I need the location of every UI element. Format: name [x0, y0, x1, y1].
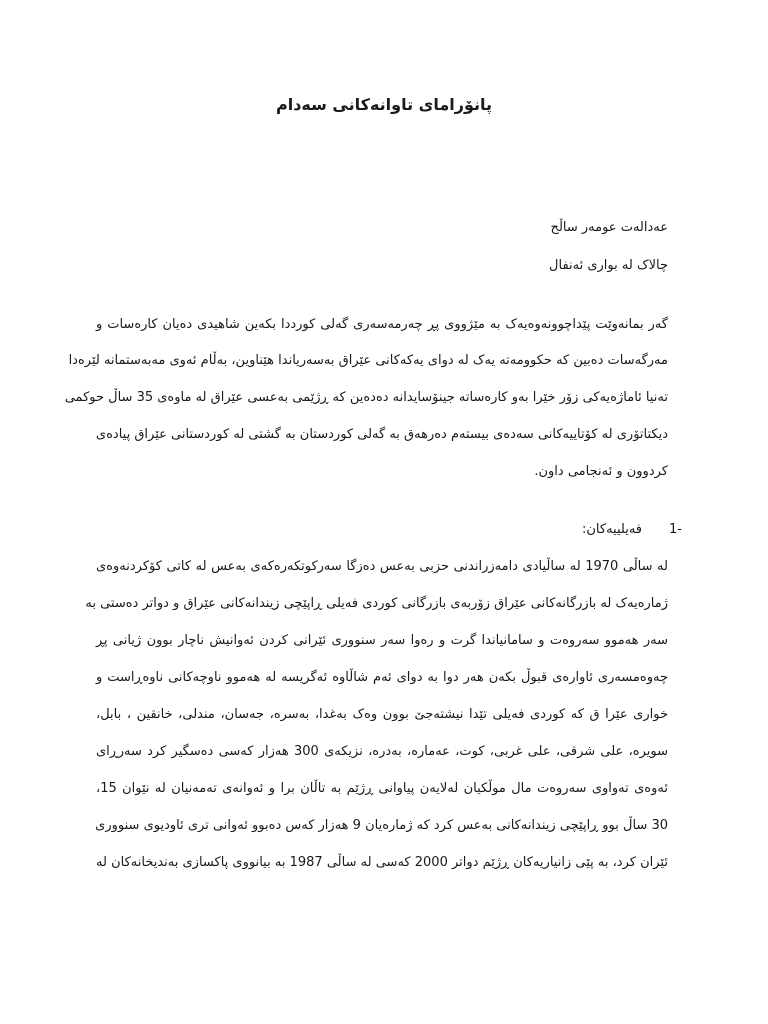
intro-line: تەنیا ئاماژەیەکی زۆر خێرا بەو کارەساتە جینۆسایدانە دەدەین کە ڕژێمی بەعسی عێراق لە ماوەی 35 ساڵ حوکمی: [64, 390, 668, 405]
intro-line: کردوون و ئەنجامی داون.: [534, 464, 668, 479]
section-line: 30 ساڵ بوو ڕاپێچی زیندانەکانی بەعس کرد کە ژمارەیان 9 هەزار کەس دەبوو ئەوانی تری ئاودیوی سنووری: [95, 818, 668, 833]
author-affiliation: چالاک لە بواری ئەنفال: [549, 258, 668, 273]
section-line: چەوەمسەری ئاوارەی قبوڵ بکەن هەر دوا بە دوای ئەم شاڵاوە ئەگریسە لە هەموو ناوچەکانی ناوەڕاست و: [96, 670, 668, 685]
intro-line: گەر بمانەوێت پێداچوونەوەیەک بە مێژووی پڕ چەرمەسەری گەلی کورددا بکەین شاهیدی دەیان کارەسات و: [96, 317, 668, 332]
section-line: لە ساڵی 1970 لە ساڵیادی دامەزراندنی حزبی بەعس دەزگا سەرکوتکەرەکەی بەعس لە کاتی کۆکردنەوەی: [96, 559, 668, 574]
section-line: سویرە، علی شرقی، علی غربی، کوت، عەمارە، بەدرە، نزیکەی 300 هەزار کەسی دەسگیر کرد سەرڕای: [96, 744, 668, 759]
intro-line: مەرگەسات دەبین کە حکوومەتە یەک لە دوای یەکەکانی عێراق بەسەریاندا هێناوین، بەڵام ئەوی مەبەستمانە لێرەدا: [68, 353, 668, 368]
section-number: -1: [669, 522, 682, 537]
section-line: ئەوەی تەواوی سەروەت مال موڵکیان لەلایەن پیاوانی ڕژێم بە تاڵان برا و ئەوانەی تەمەنیان لە نێوان 15،: [96, 781, 668, 796]
section-line: ژمارەیەک لە بازرگانەکانی عێراق زۆربەی بازرگانی کوردی فەیلی ڕاپێچی زیندانەکانی عێراق و دواتر دەستی بە: [85, 596, 668, 611]
section-line: سەر هەموو سەروەت و سامانیاندا گرت و رەوا سەر سنووری ئێرانی کردن ئەوانیش ناچار بوون ژیانی پڕ: [96, 633, 668, 648]
intro-line: دیکتاتۆری لە کۆتاییەکانی سەدەی بیستەم دەرهەق بە گەلی کوردستان بە گشتی لە کوردستانی عێراق پیادەی: [95, 427, 668, 442]
section-line: خواری عێرا ق کە کوردی فەیلی تێدا نیشتەجێ بوون وەک بەغدا، بەسرە، جەسان، مندلی، خانقین ، بابل،: [96, 707, 668, 722]
section-heading: فەیلییەکان:: [582, 522, 642, 537]
page-title: پانۆرامای تاوانەکانی سەدام: [276, 95, 492, 114]
section-line: ئێران کرد، بە پێی زانیاریەکان ڕژێم دواتر 2000 کەسی لە ساڵی 1987 بە بیانووی پاکسازی بەندیخانەکان لە: [96, 855, 668, 870]
author-name: عەدالەت عومەر ساڵح: [550, 220, 668, 235]
